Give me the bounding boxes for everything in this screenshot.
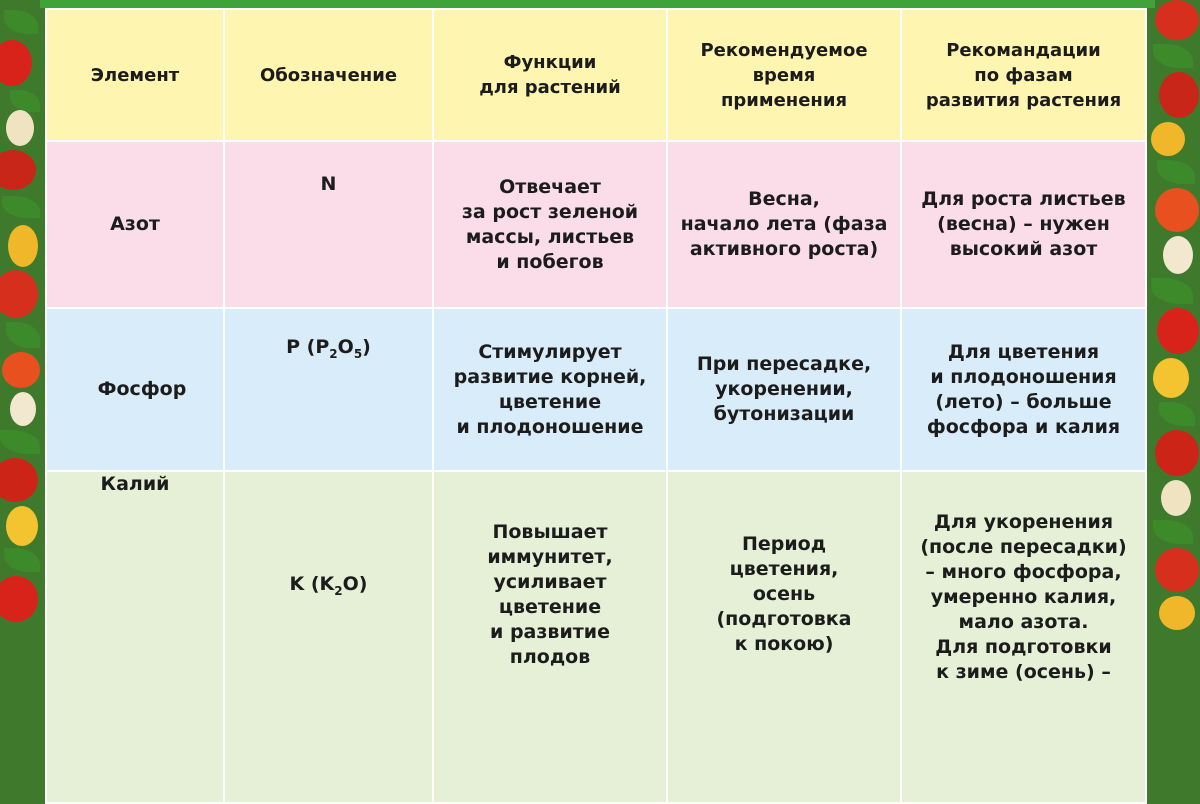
cell-phases: Для укоренения (после пересадки) – много фосфора, умеренно калия, мало азота. Для подготовки к зиме (осень) – <box>901 471 1146 803</box>
cell-symbol: P $(P_2O_5)$ <box>224 308 433 471</box>
vegetable-border-right <box>1145 0 1200 630</box>
header-element: Элемент <box>46 9 224 141</box>
table-header-row <box>46 9 1146 141</box>
cell-phases: Для цветения и плодоношения (лето) – больше фосфора и калия <box>901 308 1146 471</box>
top-bar <box>40 0 1155 8</box>
header-functions: Функции для растений <box>433 9 667 141</box>
header-phases: Рекомандации по фазам развития растения <box>901 9 1146 141</box>
cell-time: При пересадке, укоренении, бутонизации <box>667 308 901 471</box>
cell-functions: Отвечает за рост зеленой массы, листьев и побегов <box>433 141 667 308</box>
cell-phases: Для роста листьев (весна) – нужен высокий азот <box>901 141 1146 308</box>
cell-element: Азот <box>46 141 224 308</box>
table-row-potassium <box>46 471 1146 803</box>
cell-symbol: K $(K_2O)$ <box>224 471 433 803</box>
fertilizer-table <box>45 8 1147 804</box>
cell-element: Калий <box>46 471 224 803</box>
cell-functions: Повышает иммунитет, усиливает цветение и развитие плодов <box>433 471 667 803</box>
vegetable-border-left <box>0 0 48 630</box>
header-symbol: Обозначение <box>224 9 433 141</box>
table-row-nitrogen <box>46 141 1146 308</box>
header-time: Рекомендуемое время применения <box>667 9 901 141</box>
cell-time: Весна, начало лета (фаза активного роста) <box>667 141 901 308</box>
cell-functions: Стимулирует развитие корней, цветение и плодоношение <box>433 308 667 471</box>
table-row-phosphorus <box>46 308 1146 471</box>
cell-time: Период цветения, осень (подготовка к покою) <box>667 471 901 803</box>
cell-element: Фосфор <box>46 308 224 471</box>
cell-symbol: N <box>224 141 433 308</box>
